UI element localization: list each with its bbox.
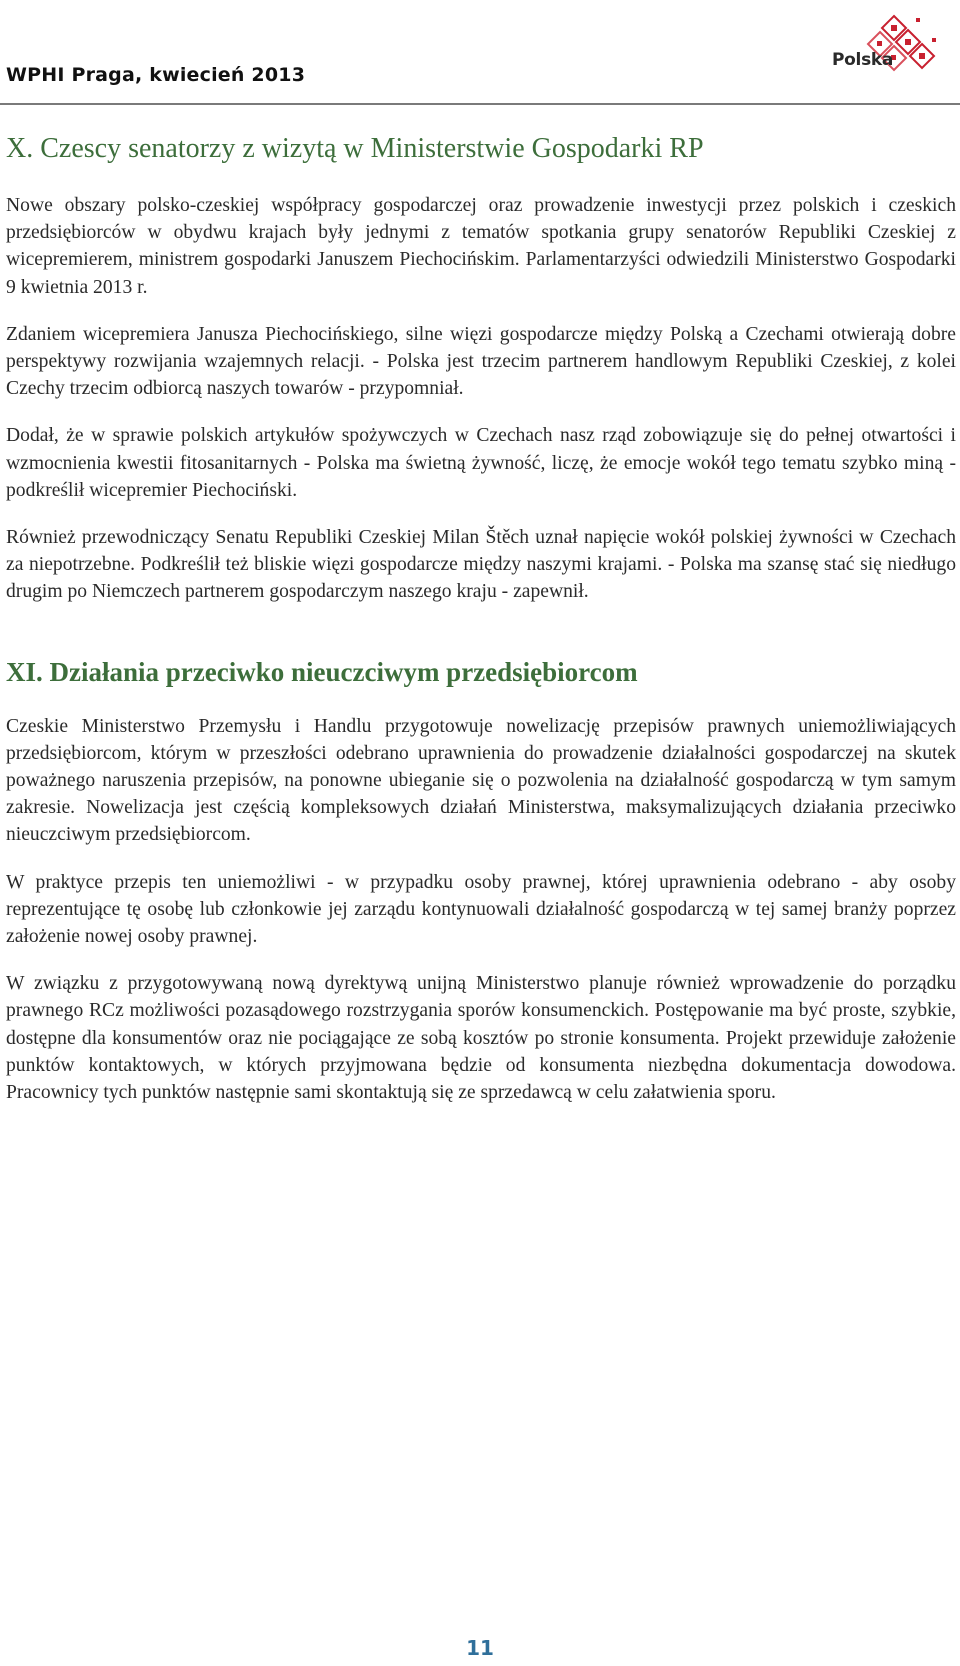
- paragraph: Czeskie Ministerstwo Przemysłu i Handlu przygotowuje nowelizację przepisów prawnych uniemożliwiających przedsiębiorcom, którym w przeszłości odebrano uprawnienia do prowadzenie działalności gospodarczej na skutek poważnego naruszenia przepisów, na ponowne ubieganie się o pozwolenia na działalność gospodarczą w tym samym zakresie. Nowelizacja jest częścią kompleksowych działań Ministerstwa, maksymalizujących działania przeciwko nieuczciwym przedsiębiorcom.: [6, 715, 956, 846]
- section-heading-x: X. Czescy senatorzy z wizytą w Ministerstwie Gospodarki RP: [6, 133, 704, 164]
- paragraph: W związku z przygotowywaną nową dyrektywą unijną Ministerstwo planuje również wprowadzenie do porządku prawnego RCz możliwości pozasądowego rozstrzygania sporów konsumenckich. Postępowanie ma być proste, szybkie, dostępne dla konsumentów oraz nie pociągające ze sobą kosztów po stronie konsumenta. Projekt przewiduje założenie punktów kontaktowych, w których przyjmowana będzie od konsumenta niezbędna dokumentacja dowodowa. Pracownicy tych punktów następnie sami skontaktują się ze sprzedawcą w celu załatwienia sporu.: [6, 973, 956, 1104]
- polska-logo: [832, 10, 942, 90]
- paragraph: Nowe obszary polsko-czeskiej współpracy gospodarczej oraz prowadzenie inwestycji przez polskich i czeskich przedsiębiorców w obydwu krajach były jednymi z tematów spotkania grupy senatorów Republiki Czeskiej z wicepremierem, ministrem gospodarki Januszem Piechocińskim. Parlamentarzyści odwiedzili Ministerstwo Gospodarki 9 kwietnia 2013 r.: [6, 195, 956, 298]
- page-header: [0, 0, 960, 104]
- page-content: [6, 132, 956, 1126]
- section-heading-xi: XI. Działania przeciwko nieuczciwym przedsiębiorcom: [6, 656, 638, 687]
- header-divider: [0, 103, 960, 105]
- page-number: 11: [466, 1636, 494, 1660]
- header-title: WPHI Praga, kwiecień 2013: [6, 64, 306, 86]
- logo-text: Polska: [832, 50, 894, 70]
- paragraph: Również przewodniczący Senatu Republiki Czeskiej Milan Štěch uznał napięcie wokół polskiej żywności w Czechach za niepotrzebne. Podkreślił też bliskie więzi gospodarcze między naszymi krajami. - Polska ma szansę stać się niedługo drugim po Niemczech partnerem gospodarczym naszego kraju - zapewnił.: [6, 527, 956, 603]
- paragraph: W praktyce przepis ten uniemożliwi - w przypadku osoby prawnej, której uprawnienia odebrano - aby osoby reprezentujące tę osobę lub członkowie jej zarządu kontynuowali działalność gospodarczą w tej samej branży poprzez założenie nowej osoby prawnej.: [6, 871, 956, 948]
- paragraph: Dodał, że w sprawie polskich artykułów spożywczych w Czechach nasz rząd zobowiązuje się do pełnej otwartości i wzmocnienia kwestii fitosanitarnych - Polska ma świetną żywność, liczę, że emocje wokół tego tematu szybko miną - podkreślił wicepremier Piechociński.: [6, 425, 956, 501]
- paragraph: Zdaniem wicepremiera Janusza Piechocińskiego, silne więzi gospodarcze między Polską a Czechami otwierają dobre perspektywy rozwijania wzajemnych relacji. - Polska jest trzecim partnerem handlowym Republiki Czeskiej, z kolei Czechy trzecim odbiorcą naszych towarów - przypomniał.: [6, 323, 956, 400]
